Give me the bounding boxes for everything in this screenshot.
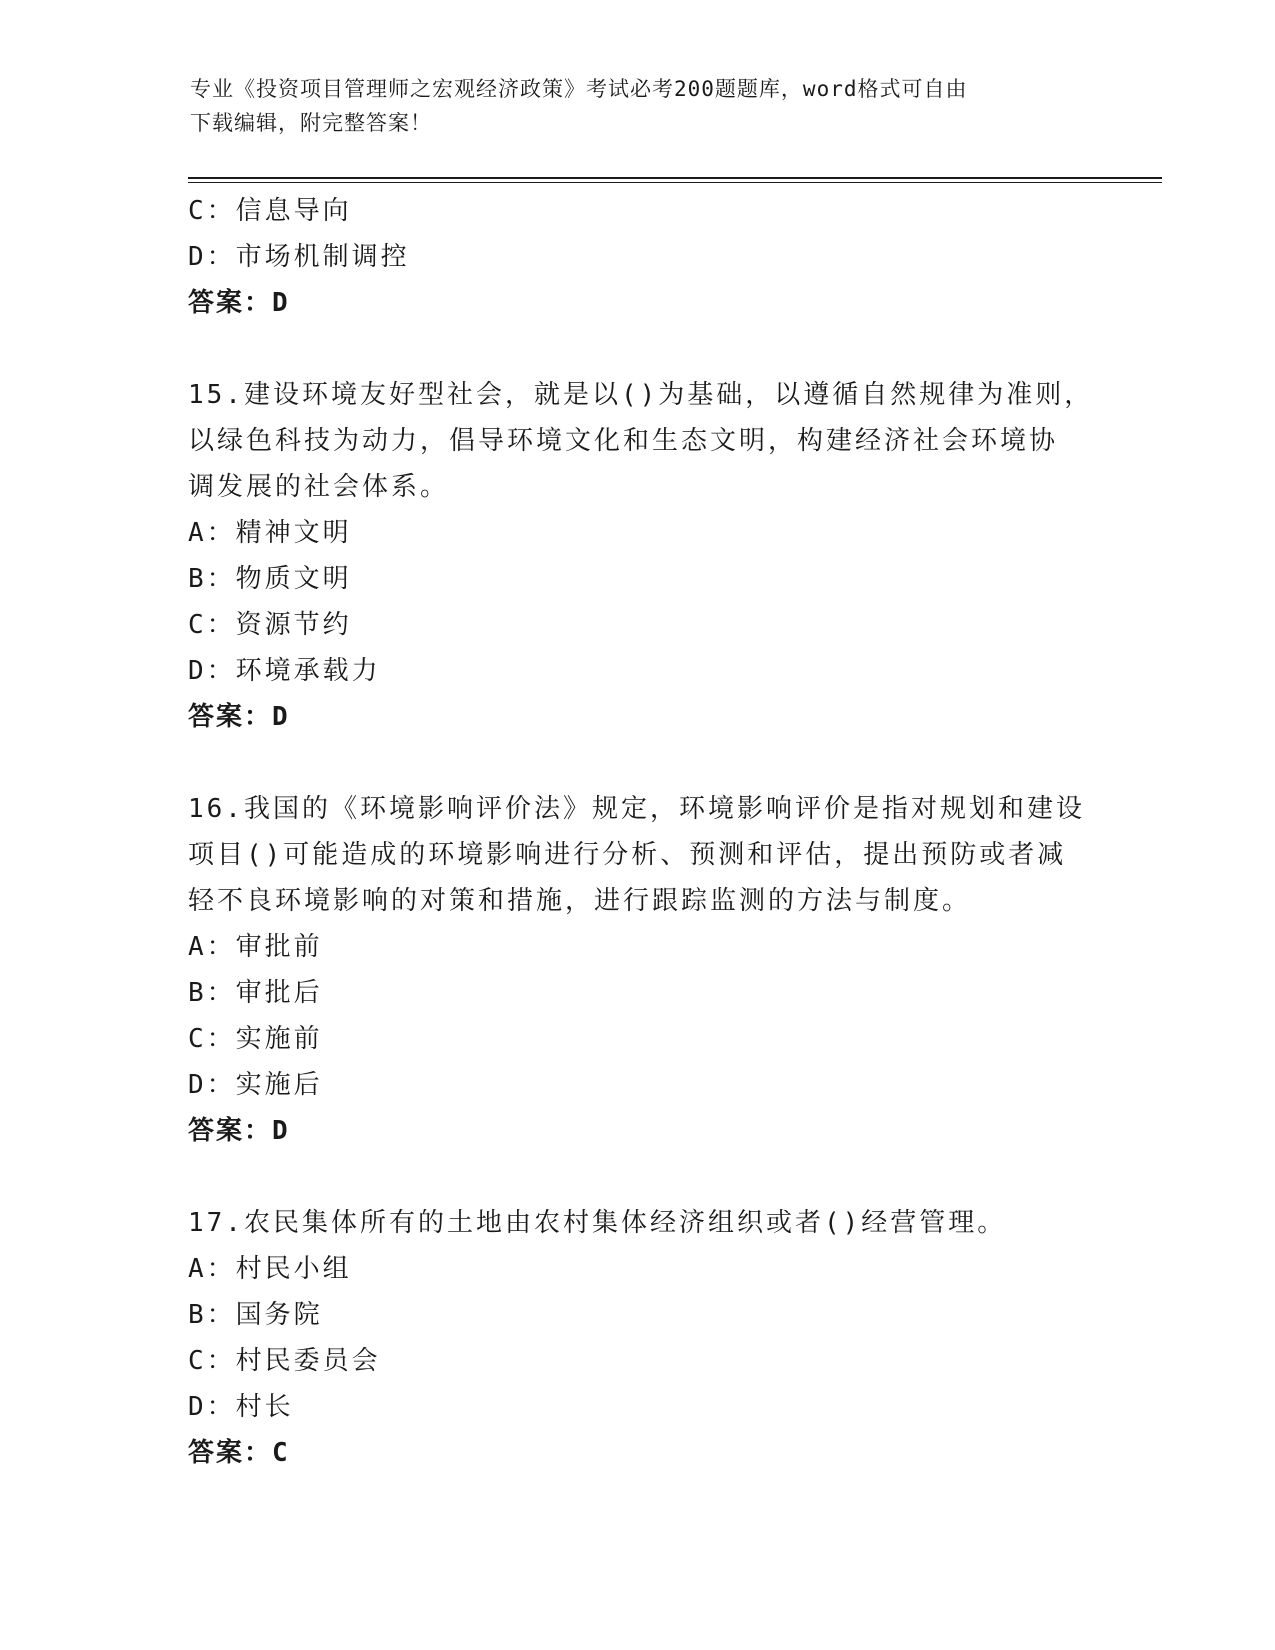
option-a: A：审批前 — [188, 932, 323, 962]
question-15 — [188, 372, 1094, 740]
option-d: D：实施后 — [188, 1070, 323, 1100]
option-d: D：市场机制调控 — [188, 242, 410, 272]
option-b: B：物质文明 — [188, 564, 352, 594]
header-rule-thin — [188, 182, 1162, 183]
answer-line: 答案：D — [188, 702, 290, 732]
option-c: C：资源节约 — [188, 610, 352, 640]
question-stem-line: 15.建设环境友好型社会，就是以()为基础，以遵循自然规律为准则， — [188, 380, 1094, 410]
header-line-2: 下载编辑，附完整答案！ — [190, 111, 432, 135]
question-stem-line: 以绿色科技为动力，倡导环境文化和生态文明，构建经济社会环境协 — [188, 426, 1059, 456]
option-c: C：实施前 — [188, 1024, 323, 1054]
question-16 — [188, 786, 1088, 1154]
document-header — [190, 72, 1090, 140]
question-stem-line: 项目()可能造成的环境影响进行分析、预测和评估，提出预防或者减 — [188, 840, 1067, 870]
question-list — [188, 188, 1094, 1476]
option-a: A：精神文明 — [188, 518, 352, 548]
option-d: D：村长 — [188, 1392, 294, 1422]
header-line-1: 专业《投资项目管理师之宏观经济政策》考试必考200题题库，word格式可自由 — [190, 77, 968, 101]
option-c: C：信息导向 — [188, 196, 352, 226]
spacer — [188, 740, 1088, 786]
spacer — [188, 326, 1088, 372]
carryover-question — [188, 188, 1088, 326]
option-a: A：村民小组 — [188, 1254, 352, 1284]
option-b: B：国务院 — [188, 1300, 323, 1330]
spacer — [188, 1154, 1088, 1200]
header-rule-thick — [188, 177, 1162, 179]
answer-line: 答案：D — [188, 1116, 290, 1146]
question-17 — [188, 1200, 1088, 1476]
question-stem-line: 调发展的社会体系。 — [188, 472, 450, 502]
question-stem-line: 17.农民集体所有的土地由农村集体经济组织或者()经营管理。 — [188, 1208, 1007, 1238]
answer-line: 答案：D — [188, 288, 290, 318]
option-b: B：审批后 — [188, 978, 323, 1008]
option-c: C：村民委员会 — [188, 1346, 381, 1376]
question-stem-line: 16.我国的《环境影响评价法》规定，环境影响评价是指对规划和建设 — [188, 794, 1085, 824]
answer-line: 答案：C — [188, 1438, 290, 1468]
option-d: D：环境承载力 — [188, 656, 381, 686]
question-stem-line: 轻不良环境影响的对策和措施，进行跟踪监测的方法与制度。 — [188, 886, 972, 916]
